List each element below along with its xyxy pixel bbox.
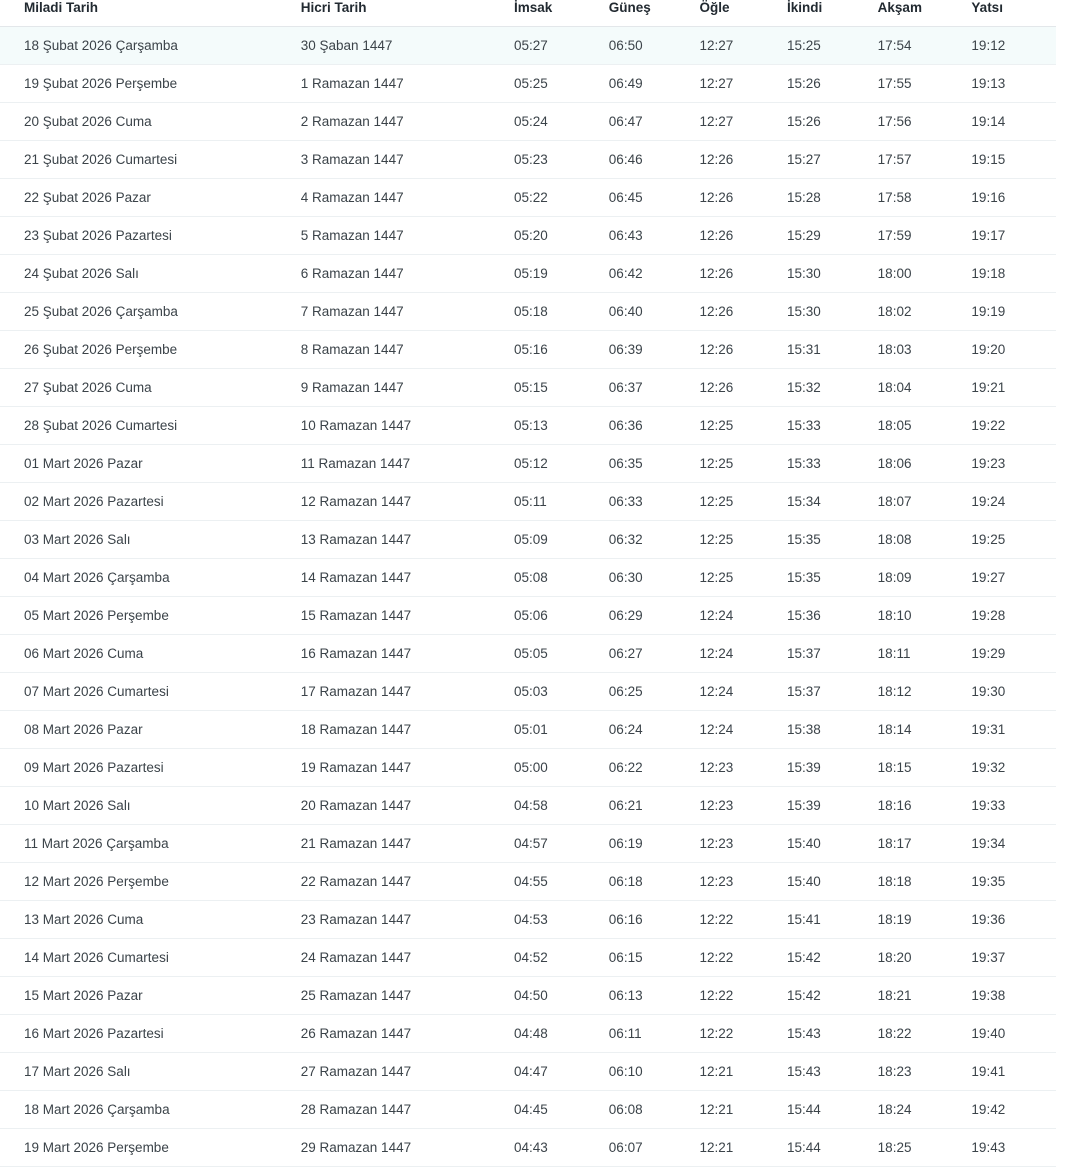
- cell-yatsi: 19:30: [969, 673, 1056, 711]
- cell-aksam: 17:59: [876, 217, 970, 255]
- cell-gunes: 06:50: [607, 27, 698, 65]
- table-row: [0, 293, 1056, 331]
- cell-hicri: 10 Ramazan 1447: [299, 407, 512, 445]
- table-row: [0, 483, 1056, 521]
- cell-hicri: 4 Ramazan 1447: [299, 179, 512, 217]
- cell-hicri: 18 Ramazan 1447: [299, 711, 512, 749]
- cell-yatsi: 19:18: [969, 255, 1056, 293]
- cell-imsak: 05:25: [512, 65, 607, 103]
- cell-aksam: 17:56: [876, 103, 970, 141]
- cell-yatsi: 19:32: [969, 749, 1056, 787]
- cell-aksam: 18:05: [876, 407, 970, 445]
- cell-yatsi: 19:22: [969, 407, 1056, 445]
- cell-gunes: 06:25: [607, 673, 698, 711]
- cell-aksam: 18:08: [876, 521, 970, 559]
- cell-yatsi: 19:13: [969, 65, 1056, 103]
- cell-gunes: 06:45: [607, 179, 698, 217]
- cell-yatsi: 19:25: [969, 521, 1056, 559]
- cell-aksam: 18:21: [876, 977, 970, 1015]
- cell-ogle: 12:26: [697, 369, 785, 407]
- cell-aksam: 18:22: [876, 1015, 970, 1053]
- cell-imsak: 05:18: [512, 293, 607, 331]
- table-row: [0, 559, 1056, 597]
- table-row: [0, 521, 1056, 559]
- cell-yatsi: 19:15: [969, 141, 1056, 179]
- cell-aksam: 18:20: [876, 939, 970, 977]
- cell-hicri: 6 Ramazan 1447: [299, 255, 512, 293]
- cell-imsak: 05:19: [512, 255, 607, 293]
- cell-miladi: 20 Şubat 2026 Cuma: [0, 103, 299, 141]
- cell-aksam: 17:54: [876, 27, 970, 65]
- cell-yatsi: 19:40: [969, 1015, 1056, 1053]
- cell-aksam: 18:07: [876, 483, 970, 521]
- cell-yatsi: 19:14: [969, 103, 1056, 141]
- cell-miladi: 12 Mart 2026 Perşembe: [0, 863, 299, 901]
- cell-yatsi: 19:36: [969, 901, 1056, 939]
- cell-ogle: 12:25: [697, 407, 785, 445]
- cell-miladi: 21 Şubat 2026 Cumartesi: [0, 141, 299, 179]
- cell-gunes: 06:18: [607, 863, 698, 901]
- cell-ogle: 12:26: [697, 293, 785, 331]
- cell-miladi: 15 Mart 2026 Pazar: [0, 977, 299, 1015]
- cell-miladi: 18 Mart 2026 Çarşamba: [0, 1091, 299, 1129]
- cell-ikindi: 15:37: [785, 635, 876, 673]
- cell-aksam: 18:19: [876, 901, 970, 939]
- cell-gunes: 06:21: [607, 787, 698, 825]
- cell-gunes: 06:07: [607, 1129, 698, 1167]
- table-row: [0, 445, 1056, 483]
- cell-ogle: 12:27: [697, 27, 785, 65]
- table-header: [0, 0, 1056, 27]
- cell-imsak: 05:05: [512, 635, 607, 673]
- cell-ogle: 12:24: [697, 673, 785, 711]
- cell-ikindi: 15:30: [785, 255, 876, 293]
- cell-ogle: 12:24: [697, 635, 785, 673]
- table-row: [0, 255, 1056, 293]
- cell-miladi: 09 Mart 2026 Pazartesi: [0, 749, 299, 787]
- cell-imsak: 04:50: [512, 977, 607, 1015]
- cell-aksam: 17:55: [876, 65, 970, 103]
- cell-hicri: 26 Ramazan 1447: [299, 1015, 512, 1053]
- cell-hicri: 13 Ramazan 1447: [299, 521, 512, 559]
- cell-miladi: 26 Şubat 2026 Perşembe: [0, 331, 299, 369]
- cell-ogle: 12:22: [697, 1015, 785, 1053]
- cell-ikindi: 15:39: [785, 787, 876, 825]
- cell-ogle: 12:24: [697, 597, 785, 635]
- cell-hicri: 25 Ramazan 1447: [299, 977, 512, 1015]
- cell-yatsi: 19:21: [969, 369, 1056, 407]
- cell-ikindi: 15:27: [785, 141, 876, 179]
- cell-ikindi: 15:26: [785, 103, 876, 141]
- cell-imsak: 05:13: [512, 407, 607, 445]
- cell-imsak: 05:23: [512, 141, 607, 179]
- cell-ogle: 12:26: [697, 255, 785, 293]
- cell-imsak: 04:53: [512, 901, 607, 939]
- cell-yatsi: 19:17: [969, 217, 1056, 255]
- cell-ogle: 12:23: [697, 787, 785, 825]
- column-header-miladi: Miladi Tarih: [0, 0, 299, 27]
- cell-imsak: 05:20: [512, 217, 607, 255]
- cell-ikindi: 15:42: [785, 977, 876, 1015]
- cell-imsak: 05:00: [512, 749, 607, 787]
- cell-hicri: 29 Ramazan 1447: [299, 1129, 512, 1167]
- cell-yatsi: 19:28: [969, 597, 1056, 635]
- cell-hicri: 15 Ramazan 1447: [299, 597, 512, 635]
- cell-ogle: 12:27: [697, 65, 785, 103]
- cell-gunes: 06:10: [607, 1053, 698, 1091]
- column-header-hicri: Hicri Tarih: [299, 0, 512, 27]
- cell-miladi: 28 Şubat 2026 Cumartesi: [0, 407, 299, 445]
- cell-gunes: 06:37: [607, 369, 698, 407]
- cell-hicri: 1 Ramazan 1447: [299, 65, 512, 103]
- cell-ogle: 12:23: [697, 749, 785, 787]
- cell-gunes: 06:13: [607, 977, 698, 1015]
- cell-ikindi: 15:26: [785, 65, 876, 103]
- cell-gunes: 06:47: [607, 103, 698, 141]
- cell-ogle: 12:23: [697, 863, 785, 901]
- cell-imsak: 04:45: [512, 1091, 607, 1129]
- cell-imsak: 04:52: [512, 939, 607, 977]
- cell-miladi: 02 Mart 2026 Pazartesi: [0, 483, 299, 521]
- cell-ogle: 12:22: [697, 901, 785, 939]
- column-header-imsak: İmsak: [512, 0, 607, 27]
- cell-hicri: 22 Ramazan 1447: [299, 863, 512, 901]
- cell-gunes: 06:46: [607, 141, 698, 179]
- cell-imsak: 05:15: [512, 369, 607, 407]
- table-row: [0, 103, 1056, 141]
- cell-miladi: 22 Şubat 2026 Pazar: [0, 179, 299, 217]
- cell-gunes: 06:11: [607, 1015, 698, 1053]
- cell-ikindi: 15:43: [785, 1053, 876, 1091]
- table-row: [0, 217, 1056, 255]
- table-row: [0, 141, 1056, 179]
- cell-ikindi: 15:29: [785, 217, 876, 255]
- cell-yatsi: 19:12: [969, 27, 1056, 65]
- table-row: [0, 939, 1056, 977]
- cell-ogle: 12:22: [697, 977, 785, 1015]
- cell-gunes: 06:49: [607, 65, 698, 103]
- cell-ogle: 12:25: [697, 483, 785, 521]
- cell-miladi: 01 Mart 2026 Pazar: [0, 445, 299, 483]
- cell-imsak: 05:22: [512, 179, 607, 217]
- cell-aksam: 18:09: [876, 559, 970, 597]
- cell-gunes: 06:22: [607, 749, 698, 787]
- cell-miladi: 07 Mart 2026 Cumartesi: [0, 673, 299, 711]
- cell-miladi: 27 Şubat 2026 Cuma: [0, 369, 299, 407]
- cell-aksam: 18:25: [876, 1129, 970, 1167]
- cell-imsak: 05:01: [512, 711, 607, 749]
- cell-imsak: 04:48: [512, 1015, 607, 1053]
- table-row: [0, 65, 1056, 103]
- cell-yatsi: 19:38: [969, 977, 1056, 1015]
- cell-imsak: 05:24: [512, 103, 607, 141]
- cell-imsak: 04:55: [512, 863, 607, 901]
- cell-aksam: 18:04: [876, 369, 970, 407]
- cell-ogle: 12:26: [697, 179, 785, 217]
- cell-imsak: 05:27: [512, 27, 607, 65]
- cell-aksam: 17:58: [876, 179, 970, 217]
- cell-miladi: 06 Mart 2026 Cuma: [0, 635, 299, 673]
- cell-miladi: 24 Şubat 2026 Salı: [0, 255, 299, 293]
- table-row: [0, 407, 1056, 445]
- cell-ogle: 12:21: [697, 1129, 785, 1167]
- column-header-yatsi: Yatsı: [969, 0, 1056, 27]
- cell-ikindi: 15:30: [785, 293, 876, 331]
- cell-yatsi: 19:42: [969, 1091, 1056, 1129]
- cell-imsak: 05:16: [512, 331, 607, 369]
- cell-hicri: 5 Ramazan 1447: [299, 217, 512, 255]
- cell-imsak: 05:06: [512, 597, 607, 635]
- cell-miladi: 18 Şubat 2026 Çarşamba: [0, 27, 299, 65]
- cell-imsak: 04:43: [512, 1129, 607, 1167]
- cell-hicri: 28 Ramazan 1447: [299, 1091, 512, 1129]
- cell-ikindi: 15:38: [785, 711, 876, 749]
- cell-aksam: 18:06: [876, 445, 970, 483]
- cell-aksam: 18:00: [876, 255, 970, 293]
- cell-ogle: 12:27: [697, 103, 785, 141]
- cell-gunes: 06:15: [607, 939, 698, 977]
- column-header-gunes: Güneş: [607, 0, 698, 27]
- cell-gunes: 06:24: [607, 711, 698, 749]
- cell-ogle: 12:26: [697, 141, 785, 179]
- cell-ikindi: 15:33: [785, 407, 876, 445]
- table-row: [0, 901, 1056, 939]
- cell-gunes: 06:35: [607, 445, 698, 483]
- cell-hicri: 17 Ramazan 1447: [299, 673, 512, 711]
- column-header-ogle: Öğle: [697, 0, 785, 27]
- cell-yatsi: 19:34: [969, 825, 1056, 863]
- cell-ogle: 12:22: [697, 939, 785, 977]
- cell-ikindi: 15:43: [785, 1015, 876, 1053]
- cell-aksam: 18:02: [876, 293, 970, 331]
- cell-miladi: 04 Mart 2026 Çarşamba: [0, 559, 299, 597]
- cell-gunes: 06:36: [607, 407, 698, 445]
- cell-ogle: 12:26: [697, 217, 785, 255]
- cell-hicri: 20 Ramazan 1447: [299, 787, 512, 825]
- cell-ikindi: 15:25: [785, 27, 876, 65]
- cell-miladi: 03 Mart 2026 Salı: [0, 521, 299, 559]
- cell-miladi: 23 Şubat 2026 Pazartesi: [0, 217, 299, 255]
- cell-ikindi: 15:42: [785, 939, 876, 977]
- cell-gunes: 06:30: [607, 559, 698, 597]
- cell-ikindi: 15:35: [785, 521, 876, 559]
- cell-yatsi: 19:19: [969, 293, 1056, 331]
- cell-gunes: 06:32: [607, 521, 698, 559]
- cell-yatsi: 19:33: [969, 787, 1056, 825]
- cell-aksam: 18:12: [876, 673, 970, 711]
- cell-aksam: 18:03: [876, 331, 970, 369]
- table-row: [0, 331, 1056, 369]
- cell-miladi: 25 Şubat 2026 Çarşamba: [0, 293, 299, 331]
- cell-miladi: 11 Mart 2026 Çarşamba: [0, 825, 299, 863]
- cell-yatsi: 19:16: [969, 179, 1056, 217]
- cell-imsak: 04:57: [512, 825, 607, 863]
- cell-gunes: 06:27: [607, 635, 698, 673]
- cell-aksam: 18:10: [876, 597, 970, 635]
- cell-aksam: 17:57: [876, 141, 970, 179]
- cell-ikindi: 15:40: [785, 863, 876, 901]
- cell-yatsi: 19:29: [969, 635, 1056, 673]
- cell-yatsi: 19:43: [969, 1129, 1056, 1167]
- table-row: [0, 787, 1056, 825]
- cell-hicri: 23 Ramazan 1447: [299, 901, 512, 939]
- cell-ikindi: 15:31: [785, 331, 876, 369]
- cell-gunes: 06:43: [607, 217, 698, 255]
- cell-yatsi: 19:35: [969, 863, 1056, 901]
- table-row: [0, 1091, 1056, 1129]
- cell-miladi: 10 Mart 2026 Salı: [0, 787, 299, 825]
- cell-ikindi: 15:39: [785, 749, 876, 787]
- cell-gunes: 06:40: [607, 293, 698, 331]
- cell-miladi: 19 Şubat 2026 Perşembe: [0, 65, 299, 103]
- cell-ogle: 12:25: [697, 559, 785, 597]
- table-row: [0, 977, 1056, 1015]
- cell-ogle: 12:24: [697, 711, 785, 749]
- cell-ikindi: 15:44: [785, 1091, 876, 1129]
- table-row: [0, 1015, 1056, 1053]
- cell-yatsi: 19:24: [969, 483, 1056, 521]
- cell-ikindi: 15:41: [785, 901, 876, 939]
- cell-hicri: 12 Ramazan 1447: [299, 483, 512, 521]
- cell-ogle: 12:23: [697, 825, 785, 863]
- cell-gunes: 06:19: [607, 825, 698, 863]
- cell-hicri: 30 Şaban 1447: [299, 27, 512, 65]
- table-row: [0, 179, 1056, 217]
- cell-hicri: 16 Ramazan 1447: [299, 635, 512, 673]
- table-body: [0, 27, 1056, 1167]
- table-row: [0, 749, 1056, 787]
- cell-ikindi: 15:44: [785, 1129, 876, 1167]
- cell-miladi: 19 Mart 2026 Perşembe: [0, 1129, 299, 1167]
- cell-hicri: 8 Ramazan 1447: [299, 331, 512, 369]
- cell-imsak: 04:58: [512, 787, 607, 825]
- cell-yatsi: 19:41: [969, 1053, 1056, 1091]
- table-row: [0, 673, 1056, 711]
- table-row: [0, 825, 1056, 863]
- cell-ikindi: 15:34: [785, 483, 876, 521]
- table-row: [0, 711, 1056, 749]
- cell-aksam: 18:23: [876, 1053, 970, 1091]
- cell-hicri: 3 Ramazan 1447: [299, 141, 512, 179]
- cell-miladi: 14 Mart 2026 Cumartesi: [0, 939, 299, 977]
- table-row: [0, 635, 1056, 673]
- cell-hicri: 21 Ramazan 1447: [299, 825, 512, 863]
- cell-imsak: 05:11: [512, 483, 607, 521]
- cell-hicri: 14 Ramazan 1447: [299, 559, 512, 597]
- cell-aksam: 18:18: [876, 863, 970, 901]
- cell-ikindi: 15:35: [785, 559, 876, 597]
- cell-ogle: 12:25: [697, 521, 785, 559]
- cell-aksam: 18:15: [876, 749, 970, 787]
- cell-yatsi: 19:37: [969, 939, 1056, 977]
- table-row: [0, 1129, 1056, 1167]
- table-row: [0, 863, 1056, 901]
- cell-gunes: 06:42: [607, 255, 698, 293]
- cell-yatsi: 19:20: [969, 331, 1056, 369]
- cell-hicri: 27 Ramazan 1447: [299, 1053, 512, 1091]
- column-header-aksam: Akşam: [876, 0, 970, 27]
- table-row: [0, 369, 1056, 407]
- cell-aksam: 18:16: [876, 787, 970, 825]
- cell-gunes: 06:39: [607, 331, 698, 369]
- cell-imsak: 05:09: [512, 521, 607, 559]
- cell-imsak: 05:08: [512, 559, 607, 597]
- table-row: [0, 27, 1056, 65]
- cell-aksam: 18:14: [876, 711, 970, 749]
- cell-hicri: 11 Ramazan 1447: [299, 445, 512, 483]
- cell-ogle: 12:21: [697, 1053, 785, 1091]
- cell-ikindi: 15:40: [785, 825, 876, 863]
- table-header-row: [0, 0, 1056, 27]
- cell-gunes: 06:16: [607, 901, 698, 939]
- cell-imsak: 04:47: [512, 1053, 607, 1091]
- cell-ogle: 12:26: [697, 331, 785, 369]
- cell-ikindi: 15:28: [785, 179, 876, 217]
- cell-ogle: 12:21: [697, 1091, 785, 1129]
- cell-ikindi: 15:36: [785, 597, 876, 635]
- cell-hicri: 9 Ramazan 1447: [299, 369, 512, 407]
- column-header-ikindi: İkindi: [785, 0, 876, 27]
- cell-gunes: 06:29: [607, 597, 698, 635]
- cell-aksam: 18:17: [876, 825, 970, 863]
- cell-miladi: 16 Mart 2026 Pazartesi: [0, 1015, 299, 1053]
- cell-imsak: 05:12: [512, 445, 607, 483]
- cell-yatsi: 19:27: [969, 559, 1056, 597]
- cell-miladi: 13 Mart 2026 Cuma: [0, 901, 299, 939]
- cell-aksam: 18:11: [876, 635, 970, 673]
- cell-miladi: 05 Mart 2026 Perşembe: [0, 597, 299, 635]
- cell-aksam: 18:24: [876, 1091, 970, 1129]
- cell-ikindi: 15:33: [785, 445, 876, 483]
- cell-ogle: 12:25: [697, 445, 785, 483]
- cell-ikindi: 15:37: [785, 673, 876, 711]
- cell-yatsi: 19:23: [969, 445, 1056, 483]
- cell-gunes: 06:08: [607, 1091, 698, 1129]
- cell-gunes: 06:33: [607, 483, 698, 521]
- cell-yatsi: 19:31: [969, 711, 1056, 749]
- cell-hicri: 24 Ramazan 1447: [299, 939, 512, 977]
- cell-hicri: 2 Ramazan 1447: [299, 103, 512, 141]
- cell-hicri: 7 Ramazan 1447: [299, 293, 512, 331]
- table-row: [0, 597, 1056, 635]
- cell-miladi: 08 Mart 2026 Pazar: [0, 711, 299, 749]
- cell-miladi: 17 Mart 2026 Salı: [0, 1053, 299, 1091]
- cell-imsak: 05:03: [512, 673, 607, 711]
- cell-ikindi: 15:32: [785, 369, 876, 407]
- cell-hicri: 19 Ramazan 1447: [299, 749, 512, 787]
